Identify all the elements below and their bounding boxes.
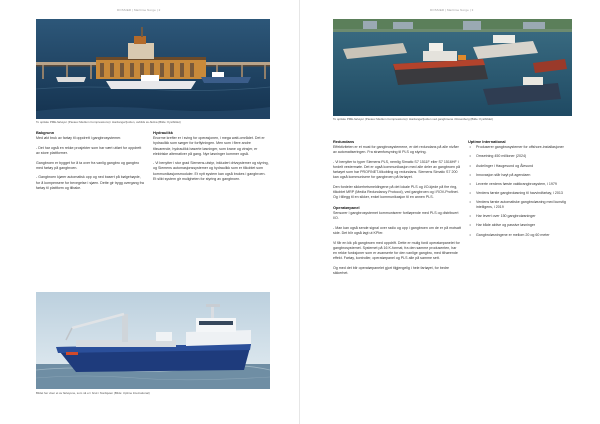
facts-list — [468, 145, 572, 237]
operator-panel-heading: Operatørpanel — [333, 204, 360, 210]
redundancy-paragraph: Den fordeler sikkerhetsmeldingene på det lokale PLS og I/O-kjede på fire ring, tilkoblet MRP (Media Redundancy Protocol), ved gangbroen og i ROV-Profinet. Og i tillegg til en sikker, enkel kommunikasjon til en annen PLS. — [333, 185, 459, 200]
bullet-icon: • — [469, 145, 471, 150]
left-page-header: DOSSIER | Maritime Norge | 2 — [117, 8, 161, 12]
redundancy-paragraph: - Vi benytter to typer Siemens PLS, nemlig Simatic S7 1511F eller S7 1516HF i fordelt vestermøte. Det er også kommunikasjon med alle deler av gangbroen på fartøyet som har PROFINET-tilkobling og redundans. Siemens Simatic S7 200 kan også kommunisere for gangbroen på fartøyet. — [333, 160, 461, 180]
operator-panel-paragraph: Og med det blir operatørpanelet gjort tilgjengelig i hele fartøyet, for bedre sikkerhet. — [333, 265, 450, 275]
facts-list-item: • Leverte verdens første vaktkrangbrosystem, i 1979 — [469, 181, 557, 186]
background-paragraph: Gangbroen er bygget for å ta over fra vanlig gangbro og gangbro med fartøy på gangbroen. — [36, 160, 140, 170]
operator-panel-paragraph: Sensorer i gangbrosystemet kommuniserer fortløpende med PLS og distribuert I/O. — [333, 211, 459, 221]
operator-panel-paragraph: - Man kan også sende signal over radio og opp i gangbroen om de er på motsatt side. Det blir også lagt ut KPIer. — [333, 225, 461, 236]
bullet-icon: • — [469, 214, 471, 219]
facts-list-item: • Har levert over 150 gangbroløsninger — [469, 214, 536, 219]
bullet-icon: • — [469, 223, 471, 228]
operator-panel-paragraph: Vi får en kik på gangbroen med oppdrift. Dette er mulig fordi operatørpanelet for gangbrosystemet. Systemet på 16 K-format, fra den samme produsenten, har en rekke funksjoner som er avanserte for den vanlige gangbro, med tilhørende effekt. Fartøy, kontroller, operatørpanel og PLS alle på samme sett. — [333, 240, 460, 261]
bullet-icon: • — [469, 181, 471, 186]
service-vessel-caption: Bildet her viser et av fartøyene, som nå er i bruk i Nordsjøen (Bilde: Uptime International) — [36, 392, 150, 395]
bullet-icon: • — [469, 154, 471, 159]
bullet-icon: • — [469, 232, 471, 237]
facts-list-item: • Avdelinger i Haugesund og Ålesund — [469, 163, 534, 168]
service-vessel-photo — [36, 292, 270, 389]
left-column-hydraulics — [153, 130, 269, 186]
facts-list-item: • Omsetning 450 millioner (2024) — [469, 154, 527, 159]
harbor-vessels-photo — [333, 19, 572, 116]
facts-list-item: • Innovasjon står høyt på agendaen — [469, 172, 531, 177]
right-column-facts — [468, 139, 572, 242]
platform-photo-caption: To optiske PME-fartøyer (Pavaux Medium Compressions) i Hardangerfjorden, avbilds av Aktiva (Bilde: Kystbildet) — [36, 121, 181, 124]
bullet-icon: • — [469, 200, 471, 205]
left-column-background — [36, 130, 145, 195]
background-paragraph: - Gangbroen kjører automatisk opp og ned basert på bølgehøyde, for å kompensere for bevegelse i sjøen. Dette gir trygg overgang fra fartøy til plattform og tilbake. — [36, 175, 144, 190]
background-paragraph: Med økt bruk av fartøy til oppdrett i gangbrosystemer. — [36, 136, 122, 141]
platform-vessels-photo — [36, 19, 270, 119]
facts-list-item: • Verdens første gangbroløsning til havvindfartøy, i 2013 — [469, 190, 563, 195]
facts-list-item: • Har både aktive og passive løsninger — [469, 223, 536, 228]
bullet-icon: • — [469, 163, 471, 168]
background-paragraph: - Det har også en rekke prosjekter som har vært utført for oppdrett av store plattformer. — [36, 145, 142, 156]
background-heading: Bakgrunn — [36, 130, 55, 135]
right-page-header: DOSSIER | Maritime Norge | 3 — [430, 8, 474, 12]
bullet-icon: • — [469, 190, 471, 195]
facts-heading: Uptime International — [468, 139, 506, 144]
hydraulics-heading: Hydraulikk — [153, 130, 173, 135]
facts-list-item: • Verdens første automatiske gangbroløsning med kunstig intelligens, i 2019 — [469, 200, 566, 210]
facts-list-item: • Gangbroløsningene er mellom 20 og 60 meter — [469, 232, 550, 237]
redundancy-heading: Redundans — [333, 139, 355, 144]
hydraulics-paragraph: - Vi benytter i stor grad Siemens-utstyr, inkludert drivsystemer og styring, og Siemens automasjonssystemer og hydraulikk som er tilkoblet som kommunikasjonsmoduler. Et nytt system kan også brukes i gangbroen. Et slikt system gir muligheten for styring av gangbroen. — [153, 161, 269, 181]
facts-list-item: • Produserer gangbrosystemer for offshore-installasjoner — [469, 145, 564, 150]
harbor-photo-caption: To optiske PME-fartøyer (Pavaux Medium Compressions) i Hardangerfjorden ved gangbroene i Rosenberg (Bilde: Kystbildet) — [333, 118, 493, 121]
hydraulics-paragraph: Enorme krefter er i sving for operasjonen, i mega watt-området. Det er hydraulikk som sørger for forflytningen. Men som i flere andre tilsvarende, hydraulikk baserte løsninger, som krane og vinsjer, er elektriske alternativer på gang. Nye løsninger kommer også. — [153, 136, 265, 156]
redundancy-paragraph: Effektiviteten er et must for gangbrosystemene, er det redundans på alle nivåer av automatiseringen. Fra strømforsyning til PLS og styring. — [333, 145, 459, 155]
right-column-redundancy — [333, 139, 461, 280]
right-page — [300, 0, 600, 424]
bullet-icon: • — [469, 172, 471, 177]
